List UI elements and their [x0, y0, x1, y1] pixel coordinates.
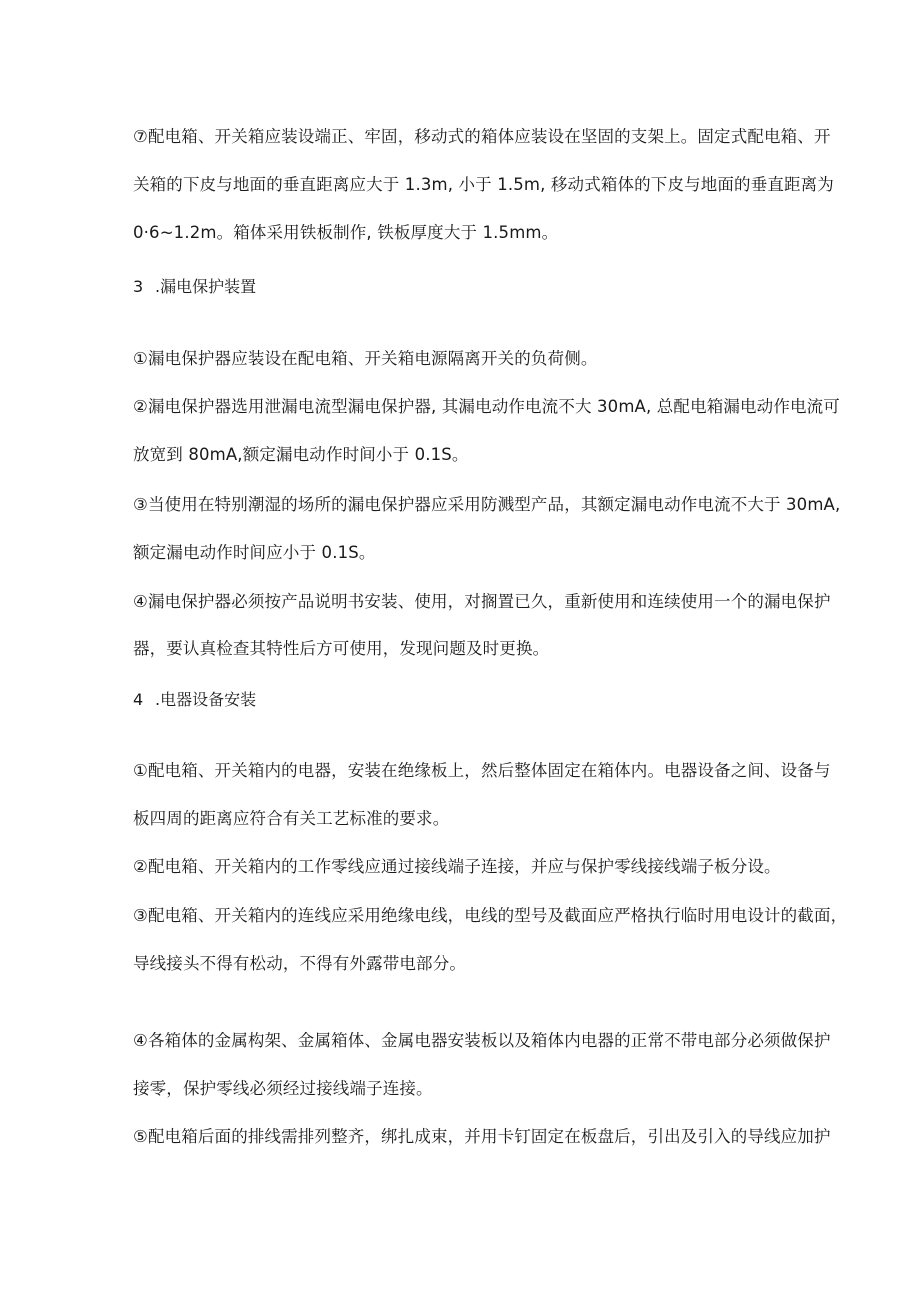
section-4-item-3-line-2: 导线接头不得有松动，不得有外露带电部分。 [133, 954, 466, 973]
section-3-item-4-line-2: 器，要认真检查其特性后方可使用，发现问题及时更换。 [133, 639, 550, 658]
section-4-item-3-line-1: ③配电箱、开关箱内的连线应采用绝缘电线，电线的型号及截面应严格执行临时用电设计的截面， [133, 906, 848, 925]
section-3-item-4-line-1: ④漏电保护器必须按产品说明书安装、使用，对搁置已久，重新使用和连续使用一个的漏电保护 [133, 592, 831, 611]
section-3-item-3-line-1: ③当使用在特别潮湿的场所的漏电保护器应采用防溅型产品，其额定漏电动作电流不大于 30mA, [133, 495, 841, 514]
paragraph-7-line-3: 0·6~1.2m。箱体采用铁板制作, 铁板厚度大于 1.5mm。 [133, 223, 559, 242]
section-3-number: 3 [133, 277, 144, 296]
section-3-item-1-line-1: ①漏电保护器应装设在配电箱、开关箱电源隔离开关的负荷侧。 [133, 349, 598, 368]
section-4-number: 4 [133, 690, 144, 709]
section-4-item-1-line-1: ①配电箱、开关箱内的电器，安装在绝缘板上，然后整体固定在箱体内。电器设备之间、设备与 [133, 761, 831, 780]
paragraph-7-line-1: ⑦配电箱、开关箱应装设端正、牢固，移动式的箱体应装设在坚固的支架上。固定式配电箱、开 [133, 127, 831, 146]
section-4-title: .电器设备安装 [155, 690, 257, 709]
section-4-item-1-line-2: 板四周的距离应符合有关工艺标准的要求。 [133, 809, 450, 828]
section-3-item-2-line-1: ②漏电保护器选用泄漏电流型漏电保护器, 其漏电动作电流不大 30mA, 总配电箱漏电动作电流可 [133, 397, 840, 416]
section-3-heading [133, 276, 256, 298]
section-3-item-2-line-2: 放宽到 80mA,额定漏电动作时间小于 0.1S。 [133, 445, 469, 464]
section-4-item-4-line-1: ④各箱体的金属构架、金属箱体、金属电器安装板以及箱体内电器的正常不带电部分必须做保护 [133, 1031, 831, 1050]
section-4-item-2-line-1: ②配电箱、开关箱内的工作零线应通过接线端子连接，并应与保护零线接线端子板分设。 [133, 857, 781, 876]
section-3-title: .漏电保护装置 [155, 277, 257, 296]
paragraph-7-line-2: 关箱的下皮与地面的垂直距离应大于 1.3m, 小于 1.5m, 移动式箱体的下皮与地面的垂直距离为 [133, 175, 834, 194]
section-4-item-5-line-1: ⑤配电箱后面的排线需排列整齐，绑扎成束，并用卡钉固定在板盘后，引出及引入的导线应加护 [133, 1127, 831, 1146]
section-3-item-3-line-2: 额定漏电动作时间应小于 0.1S。 [133, 543, 376, 562]
section-4-item-4-line-2: 接零，保护零线必须经过接线端子连接。 [133, 1079, 433, 1098]
section-4-heading [133, 689, 256, 711]
